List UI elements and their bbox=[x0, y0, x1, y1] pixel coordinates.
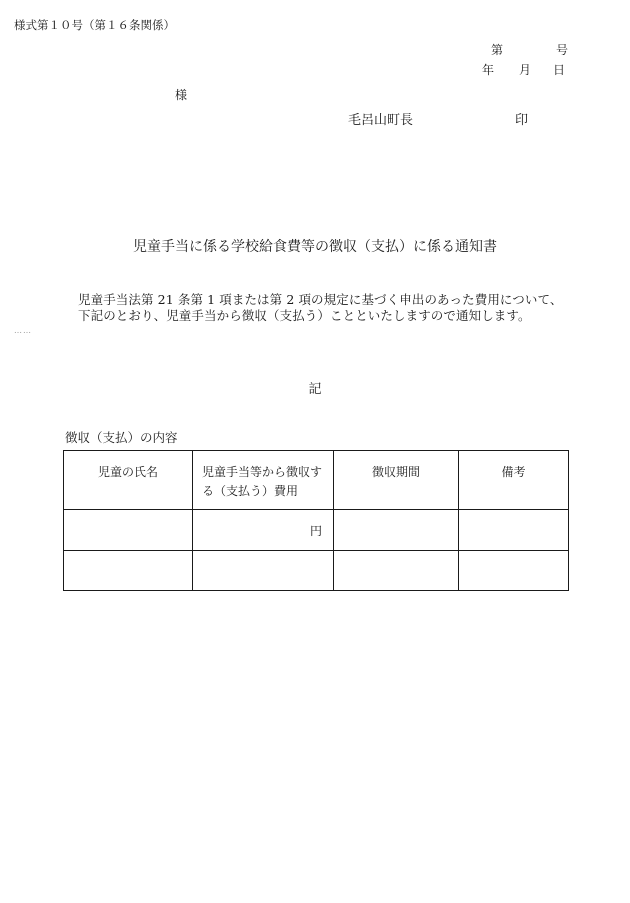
cell-remarks[interactable] bbox=[459, 551, 569, 591]
document-number-label: 第 bbox=[491, 43, 504, 57]
table-header-row bbox=[64, 451, 569, 510]
table-row bbox=[64, 551, 569, 591]
header-collection-period: 徴収期間 bbox=[334, 451, 459, 510]
date-year-label: 年 bbox=[482, 63, 495, 77]
date-month-label: 月 bbox=[519, 63, 532, 77]
body-paragraph: 児童手当法第 21 条第 1 項または第 2 項の規定に基づく申出のあった費用について、下記のとおり、児童手当から徴収（支払う）ことといたしますので通知します。 bbox=[78, 292, 563, 323]
header-child-name: 児童の氏名 bbox=[64, 451, 193, 510]
header-amount: 児童手当等から徴収する（支払う）費用 bbox=[193, 451, 334, 510]
cell-child-name[interactable] bbox=[64, 551, 193, 591]
cell-amount[interactable] bbox=[193, 551, 334, 591]
header-remarks: 備考 bbox=[459, 451, 569, 510]
document-number-suffix: 号 bbox=[556, 43, 569, 57]
date-day-label: 日 bbox=[553, 63, 566, 77]
form-number: 様式第１０号（第１６条関係） bbox=[14, 18, 175, 32]
recipient-honorific: 様 bbox=[175, 88, 188, 102]
cell-period[interactable] bbox=[334, 551, 459, 591]
ki-heading: 記 bbox=[308, 382, 322, 397]
collection-details-table bbox=[63, 450, 569, 591]
table-caption: 徴収（支払）の内容 bbox=[65, 430, 178, 445]
document-title: 児童手当に係る学校給食費等の徴収（支払）に係る通知書 bbox=[133, 239, 497, 255]
table-row bbox=[64, 510, 569, 551]
issuer-name: 毛呂山町長 bbox=[348, 113, 414, 128]
cell-remarks[interactable] bbox=[459, 510, 569, 551]
cell-amount[interactable]: 円 bbox=[193, 510, 334, 551]
cell-period[interactable] bbox=[334, 510, 459, 551]
margin-dots: …… bbox=[14, 326, 32, 335]
cell-child-name[interactable] bbox=[64, 510, 193, 551]
seal-mark: 印 bbox=[515, 113, 529, 128]
